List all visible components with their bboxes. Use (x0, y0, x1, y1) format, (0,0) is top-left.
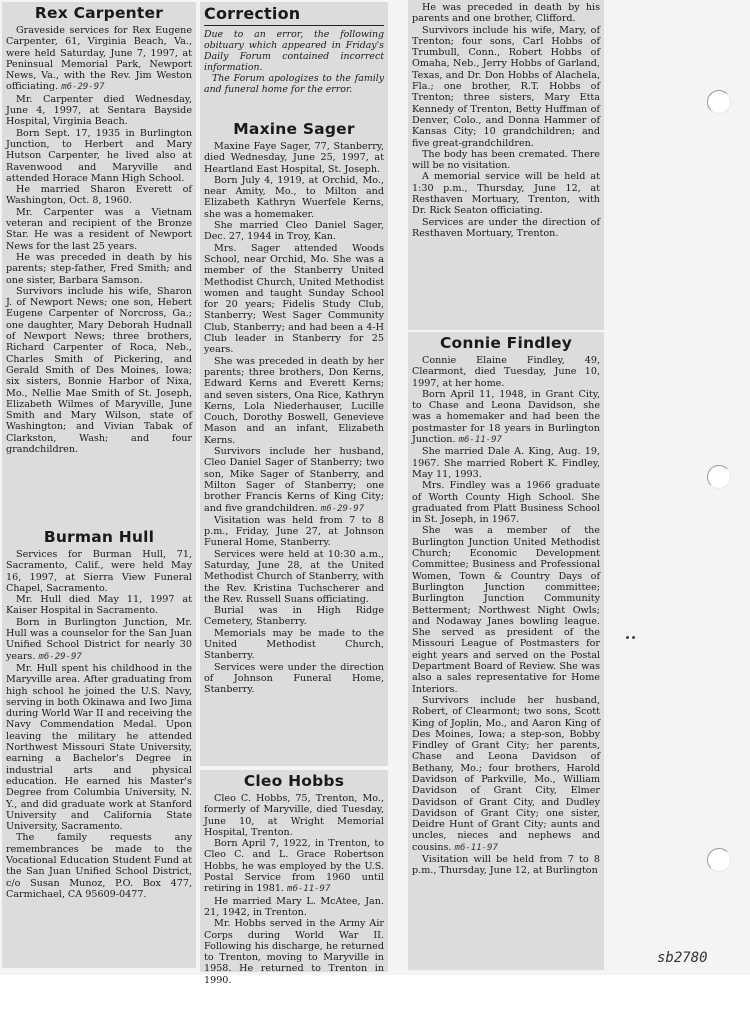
paragraph: Born July 4, 1919, at Orchid, Mo., near Amity, Mo., to Milton and Elizabeth Kathryn Wuerfele Kerns, she was a homemaker. (204, 174, 384, 220)
paragraph: She married Dale A. King, Aug. 19, 1967. She married Robert K. Findley, May 11, 1993. (412, 446, 600, 480)
obituary-connie-findley (408, 332, 604, 970)
paragraph: Cleo C. Hobbs, 75, Trenton, Mo., formerly of Maryville, died Tuesday, June 10, at Wright Memorial Hospital, Trenton. (204, 793, 384, 838)
paragraph: The Forum apologizes to the family and funeral home for the error. (204, 73, 384, 95)
paragraph: Visitation will be held from 7 to 8 p.m., Thursday, June 12, at Burlington (412, 854, 600, 877)
obituary-maxine-sager (200, 120, 388, 766)
paragraph: He was preceded in death by his parents; step-father, Fred Smith; and one sister, Barbara Samson. (6, 251, 192, 286)
paragraph: Mr. Hobbs served in the Army Air Corps during World War II. Following his discharge, he returned to Trenton, moving to Maryville in 1958. He returned to Trenton in 1990. (204, 918, 384, 986)
speck (626, 636, 629, 639)
paragraph: Memorials may be made to the United Methodist Church, Stanberry. (204, 627, 384, 662)
catalog-stamp: sb2780 (657, 950, 708, 966)
obituary-title: Cleo Hobbs (243, 772, 345, 790)
paragraph: She married Cleo Daniel Sager, Dec. 27, 1944 in Troy, Kan. (204, 220, 384, 243)
paragraph: Mrs. Sager attended Woods School, near Orchid, Mo. She was a member of the Stanberry United Methodist Church, United Methodist women and taught Sunday School for 20 years; Fidelis Study Club, Stanberry; West Sager Community Club, Stanberry; and had been a 4-H Club leader in Stanberry for 25 years. (204, 242, 384, 356)
binder-hole (707, 465, 731, 489)
obituary-title: Connie Findley (439, 334, 573, 352)
paragraph: Due to an error, the following obituary which appeared in Friday's Daily Forum contained incorrect information. (204, 29, 384, 73)
handwritten-note: m6-11-97 (454, 842, 498, 853)
paragraph: Services for Burman Hull, 71, Sacramento, Calif., were held May 16, 1997, at Sierra View Funeral Chapel, Sacramento. (6, 549, 192, 594)
paragraph: Mr. Carpenter died Wednesday, June 4, 1997, at Sentara Bayside Hospital, Virginia Beach. (6, 93, 192, 128)
binder-hole (707, 90, 731, 114)
paragraph: Visitation was held from 7 to 8 p.m., Friday, June 27, at Johnson Funeral Home, Stanberry. (204, 514, 384, 549)
paragraph: Mr. Hull spent his childhood in the Maryville area. After graduating from high school he joined the U.S. Navy, serving in both Okinawa and Iwo Jima during World War II and receiving the Navy Commendation Medal. Upon leaving the military he attended Northwest Missouri State University, earning a Bachelor's Degree in industrial arts and physical education. He earned his Master's Degree from Columbia University, N. Y., and did graduate work at Stanford University and California State University, Sacramento. (6, 662, 192, 833)
paragraph: Burial was in High Ridge Cemetery, Stanberry. (204, 605, 384, 628)
paragraph: The family requests any remembrances be made to the Vocational Education Student Fund at the San Juan Unified School District, c/o Susan Munoz, P.O. Box 477, Carmichael, CA 95609-0477. (6, 832, 192, 900)
binder-hole (707, 848, 731, 872)
obituary-title: Rex Carpenter (34, 4, 164, 22)
paragraph: He married Sharon Everett of Washington, Oct. 8, 1960. (6, 184, 192, 207)
paragraph: Services are under the direction of Resthaven Mortuary, Trenton. (412, 216, 600, 239)
paragraph: Mr. Hull died May 11, 1997 at Kaiser Hospital in Sacramento. (6, 594, 192, 617)
paragraph: She was a member of the Burlington Junction United Methodist Church; Economic Development Committee; Business and Professional Women, Town & Country Days of Burlington Junction committee; Burlington Junction Community Betterment; Northwest Night Owls; and Nodaway Janes bowling league. She served as president of the Missouri League of Postmasters for eight years and served on the Postal Department Board of Review. She was also a sales representative for Home Interiors. (412, 525, 600, 695)
paragraph: Services were under the direction of Johnson Funeral Home, Stanberry. (204, 661, 384, 696)
paragraph: Born April 11, 1948, in Grant City, to Chase and Leona Davidson, she was a homemaker and had been the postmaster for 18 years in Burlington Junction. m6-11-97 (412, 388, 600, 446)
correction-notice (200, 2, 388, 124)
paragraph: Connie Elaine Findley, 49, Clearmont, died Tuesday, June 10, 1997, at her home. (412, 355, 600, 389)
paragraph: Graveside services for Rex Eugene Carpenter, 61, Virginia Beach, Va., were held Saturday, June 7, 1997, at Peninsual Memorial Park, Newport News, Va., with the Rev. Jim Weston officiating. m6-29-97 (6, 25, 192, 93)
paragraph: He was preceded in death by his parents and one brother, Clifford. (412, 2, 600, 25)
obituary-cleo-hobbs-continued (408, 0, 604, 330)
paragraph: Survivors include his wife, Sharon J. of Newport News; one son, Hebert Eugene Carpenter of Norcross, Ga.; one daughter, Mary Deborah Hudnall of Newport News; three brothers, Richard Carpenter of Roca, Neb., Charles Smith of Pickering, and Gerald Smith of Des Moines, Iowa; six sisters, Bonnie Harbor of Nixa, Mo., Nellie Mae Smith of St. Joseph, Elizabeth Wilmes of Maryville, June Smith and Mary Wilson, state of Washington; and Vivian Tabak of Clarkston, Wash; and four grandchildren. (6, 285, 192, 455)
obituary-cleo-hobbs (200, 770, 388, 986)
speck (632, 636, 635, 639)
paragraph: Born Sept. 17, 1935 in Burlington Junction, to Herbert and Mary Hutson Carpenter, he lived also at Ravenwood and Maryville and attended Horace Mann High School. (6, 127, 192, 184)
paragraph: Born in Burlington Junction, Mr. Hull was a counselor for the San Juan Unified School District for nearly 30 years. m6-29-97 (6, 616, 192, 662)
handwritten-note: m6-11-97 (458, 435, 502, 446)
paragraph: Services were held at 10:30 a.m., Saturday, June 28, at the United Methodist Church of Stanberry, with the Rev. Kristina Tuchscherer and the Rev. Russell Suans officiating. (204, 548, 384, 605)
paragraph: She was preceded in death by her parents; three brothers, Don Kerns, Edward Kerns and Everett Kerns; and seven sisters, Ona Rice, Kathryn Kerns, Lola Niederhauser, Lucille Couch, Dorothy Boswell, Genevieve Mason and an infant, Elizabeth Kerns. (204, 355, 384, 446)
paragraph: Survivors include her husband, Robert, of Clearmont; two sons, Scott King of Joplin, Mo., and Aaron King of Des Moines, Iowa; a step-son, Bobby Findley of Grant City; her parents, Chase and Leona Davidson of Bethany, Mo.; four brothers, Harold Davidson of Parkville, Mo., William Davidson of Grant City, Elmer Davidson of Grant City, and Dudley Davidson of Grant City; one sister, Deidre Hunt of Grant City; aunts and uncles, nieces and nephews and cousins. m6-11-97 (412, 694, 600, 853)
handwritten-note: m6-11-97 (287, 884, 331, 895)
correction-title: Correction (204, 4, 384, 26)
obituary-title: Burman Hull (43, 528, 155, 546)
obituary-rex-carpenter (2, 2, 196, 536)
paragraph: Survivors include his wife, Mary, of Trenton; four sons, Carl Hobbs of Trumbull, Conn., Robert Hobbs of Omaha, Neb., Jerry Hobbs of Garland, Texas, and Dr. Don Hobbs of Alachela, Fla.; one brother, R.T. Hobbs of Trenton; three sisters, Mary Etta Kennedy of Trenton, Betty Huffman of Denver, Colo., and Donna Hammer of Kansas City; 10 grandchildren; and five great-grandchildren. (412, 24, 600, 149)
paragraph: Maxine Faye Sager, 77, Stanberry, died Wednesday, June 25, 1997, at Heartland East Hospital, St. Joseph. (204, 141, 384, 175)
obituary-title: Maxine Sager (233, 120, 355, 138)
paragraph: Survivors include her husband, Cleo Daniel Sager of Stanberry; two son, Mike Sager of Stanberry, and Milton Sager of Stanberry; one brother Francis Kerns of King City; and five grandchildren. m6-29-97 (204, 446, 384, 514)
paragraph: Mrs. Findley was a 1966 graduate of Worth County High School. She graduated from Platt Business School in St. Joseph, in 1967. (412, 480, 600, 526)
paragraph: The body has been cremated. There will be no visitation. (412, 148, 600, 172)
obituary-burman-hull (2, 526, 196, 968)
handwritten-note: m6-29-97 (61, 82, 105, 93)
paragraph: A memorial service will be held at 1:30 p.m., Thursday, June 12, at Resthaven Mortuary, Trenton, with Dr. Rick Seaton officiating. (412, 171, 600, 217)
paragraph: He married Mary L. McAtee, Jan. 21, 1942, in Trenton. (204, 895, 384, 918)
handwritten-note: m6-29-97 (320, 503, 365, 514)
handwritten-note: m6-29-97 (38, 651, 82, 662)
paragraph: Mr. Carpenter was a Vietnam veteran and recipient of the Bronze Star. He was a resident of Newport News for the last 25 years. (6, 206, 192, 252)
paragraph: Born April 7, 1922, in Trenton, to Cleo C. and L. Grace Robertson Hobbs, he was employed by the U.S. Postal Service from 1960 until retiring in 1981. m6-11-97 (204, 838, 384, 895)
